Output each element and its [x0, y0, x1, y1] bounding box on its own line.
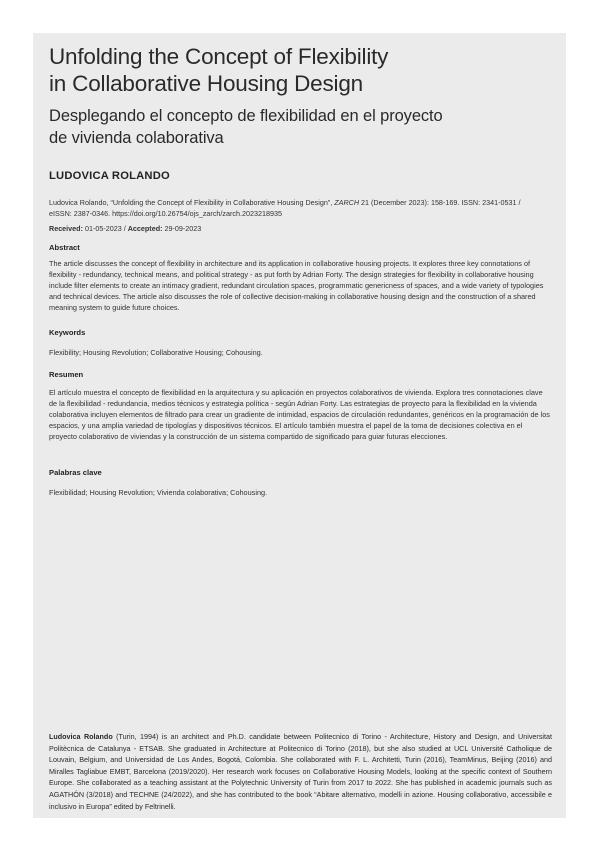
author-name: LUDOVICA ROLANDO: [49, 170, 170, 182]
author-bio: [49, 731, 552, 812]
citation: [49, 197, 555, 219]
article-subtitle: [49, 105, 549, 149]
citation-journal: ZARCH: [334, 198, 360, 207]
received-date: 01-05-2023 /: [82, 224, 128, 233]
resumen-text: El artículo muestra el concepto de flexibilidad en la arquitectura y su aplicación en proyectos colaborativos de vivienda. Explora tres connotaciones clave de la flexibilidad - redundancia, medios técnicos y estrategia política - según Adrian Forty. Las estrategias de proyecto para la flexibilidad en la vivienda colaborativa incluyen elementos de filtrado para crear un gradiente de intimidad, espacios de circulación redundantes, genéricos en la programación de los espacios, y una amplia variedad de tipologías y dispositivos técnicos. El artículo también muestra el papel de la toma de decisiones colectiva en el proyecto colaborativo de viviendas y la construcción de un sistema compartido de significado para guiar futuras elecciones.: [49, 388, 550, 441]
subtitle-line-1: Desplegando el concepto de flexibilidad en el proyecto: [49, 107, 443, 125]
title-line-2: in Collaborative Housing Design: [49, 71, 363, 96]
keywords-heading: Keywords: [49, 328, 86, 337]
palabras-clave-text: Flexibilidad; Housing Revolution; Vivienda colaborativa; Cohousing.: [49, 488, 268, 497]
citation-doi[interactable]: eISSN: 2387-0346. https://doi.org/10.26754/ojs_zarch/zarch.2023218935: [49, 209, 282, 218]
abstract-text: The article discusses the concept of flexibility in architecture and its application in collaborative housing projects. It explores three key connotations of flexibility - redundancy, technical means, and political strategy - as put forth by Adrian Forty. The design strategies for flexibility in collaborative housing include filter elements to create an intimacy gradient, redundant circulation spaces, programmatic genericness of spaces, and a wide variety of typologies and technical devices. The article also discusses the role of collective decision-making in collaborative housing design and the construction of a shared meaning system to guide future choices.: [49, 259, 544, 312]
subtitle-line-2: de vivienda colaborativa: [49, 129, 224, 147]
citation-prefix: Ludovica Rolando, “Unfolding the Concept of Flexibility in Collaborative Housing Design”,: [49, 198, 335, 207]
bio-text: (Turin, 1994) is an architect and Ph.D. candidate between Politecnico di Torino - Architecture, History and Design, and Universitat Politècnica de Catalunya - ETSAB. She graduated in Architecture at Politecnico di Torino (2018), but she also studied at UCL Université Catholique de Louvain, Belgium, and Universidad de Los Andes, Bogotá, Colombia. She collaborated with F. L. Architetti, Turin (2016), TeamMinus, Beijing (2016) and Miralles Tagliabue EMBT, Barcelona (2019/2020). Her research work focuses on Collaborative Housing Models, looking at the specific context of Southern Europe. She collaborated as a teaching assistant at the Polytechnic University of Turin from 2017 to 2022. She has published in academic journals such as AGATHÓN (3/2018) and TECHNE (24/2022), and she has contributed to the book “Abitare alternativo, modelli in azione. Housing collaborativo, accessibile e inclusivo in Europa” edited by Feltrinelli.: [49, 732, 552, 811]
article-title: [49, 43, 549, 97]
accepted-label: Accepted:: [127, 224, 163, 233]
received-label: Received:: [49, 224, 83, 233]
palabras-clave-heading: Palabras clave: [49, 468, 102, 477]
article-dates: [49, 223, 201, 234]
title-line-1: Unfolding the Concept of Flexibility: [49, 44, 389, 69]
accepted-date: 29-09-2023: [162, 224, 202, 233]
abstract-heading: Abstract: [49, 243, 80, 252]
bio-name: Ludovica Rolando: [49, 732, 113, 741]
resumen-heading: Resumen: [49, 370, 84, 379]
citation-suffix: 21 (December 2023): 158-169. ISSN: 2341-0531 /: [359, 198, 521, 207]
keywords-text: Flexibility; Housing Revolution; Collaborative Housing; Cohousing.: [49, 348, 263, 357]
